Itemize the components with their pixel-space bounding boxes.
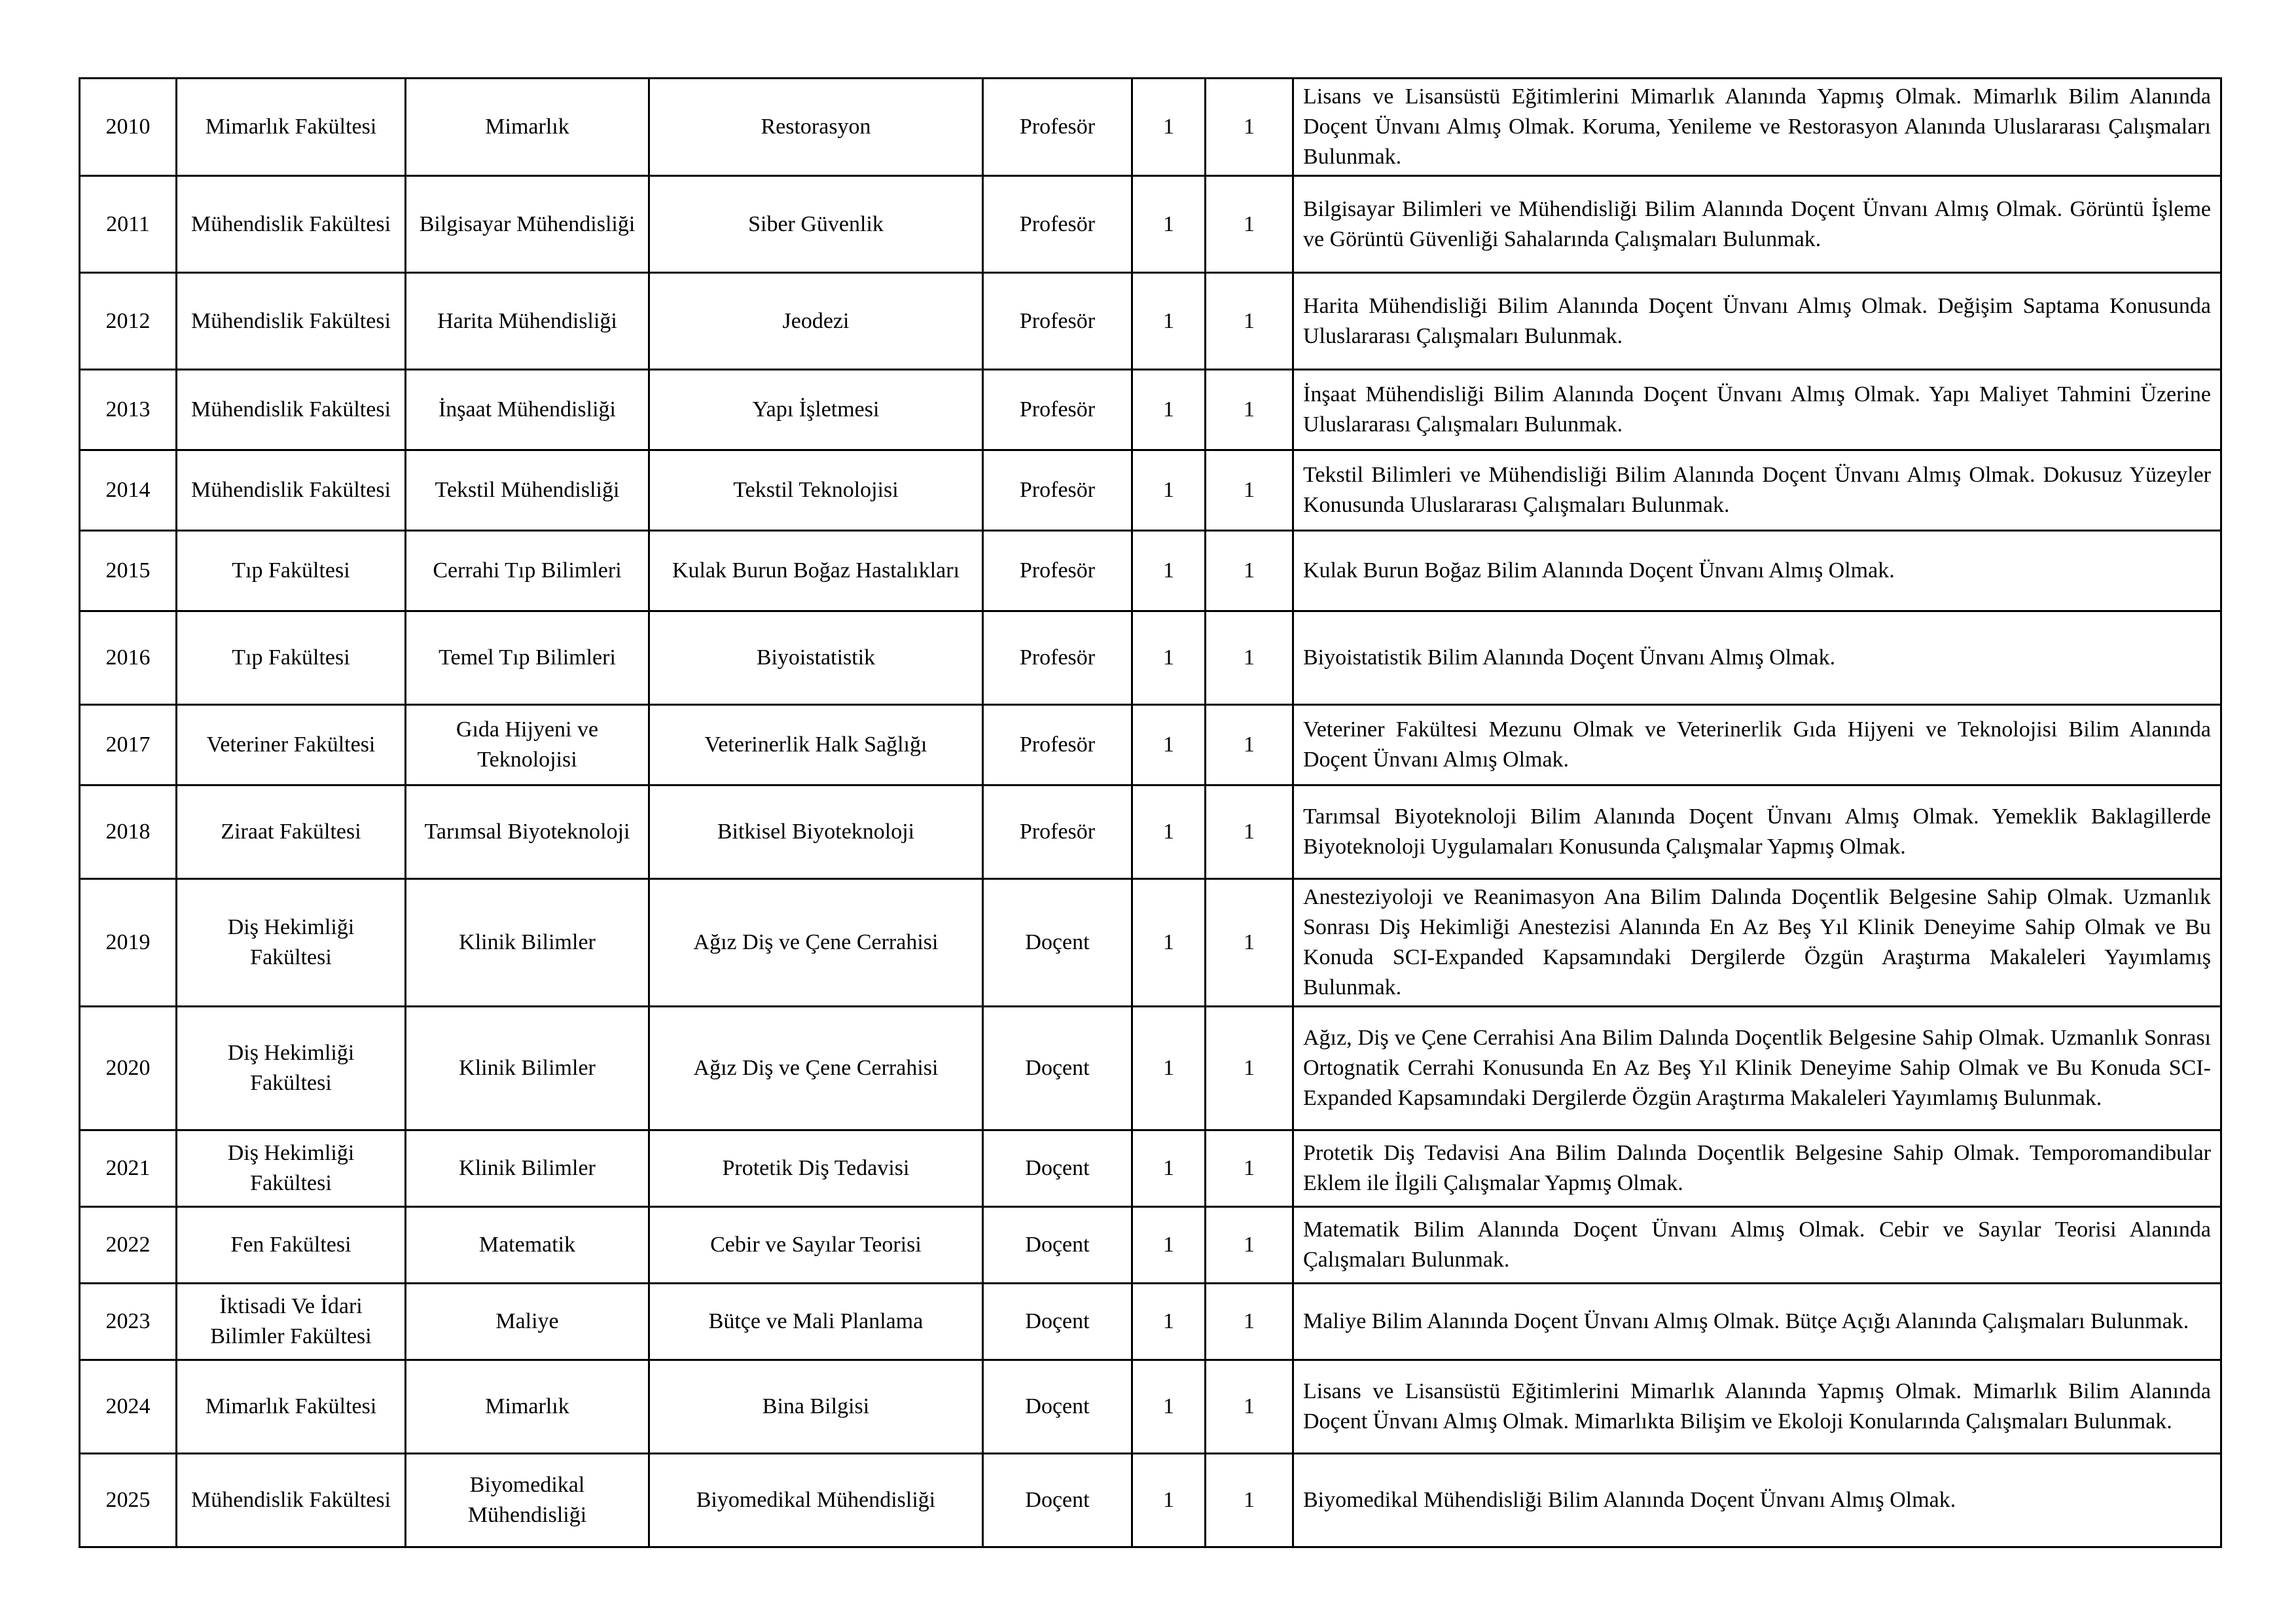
row-number: 2025 xyxy=(80,1454,177,1547)
requirements-cell: İnşaat Mühendisliği Bilim Alanında Doçent Ünvanı Almış Olmak. Yapı Maliyet Tahmini Üzerine Uluslararası Çalışmaları Bulunmak. xyxy=(1293,370,2221,450)
row-number: 2013 xyxy=(80,370,177,450)
program-cell: Cebir ve Sayılar Teorisi xyxy=(649,1207,983,1284)
requirements-cell: Tekstil Bilimleri ve Mühendisliği Bilim Alanında Doçent Ünvanı Almış Olmak. Dokusuz Yüzeyler Konusunda Uluslararası Çalışmaları Bulunmak. xyxy=(1293,450,2221,531)
row-number: 2022 xyxy=(80,1207,177,1284)
table-row xyxy=(80,1207,2221,1284)
degree-cell: 1 xyxy=(1132,531,1206,611)
requirements-cell: Anesteziyoloji ve Reanimasyon Ana Bilim Dalında Doçentlik Belgesine Sahip Olmak. Uzmanlık Sonrası Diş Hekimliği Anestezisi Alanında En Az Beş Yıl Klinik Deneyime Sahip Olmak ve Bu Konuda SCI-Expanded Kapsamındaki Dergilerde Özgün Araştırma Makaleleri Yayımlamış Bulunmak. xyxy=(1293,879,2221,1007)
department-cell: Biyomedikal Mühendisliği xyxy=(406,1454,649,1547)
requirements-cell: Lisans ve Lisansüstü Eğitimlerini Mimarlık Alanında Yapmış Olmak. Mimarlık Bilim Alanında Doçent Ünvanı Almış Olmak. Koruma, Yenileme ve Restorasyon Alanında Uluslararası Çalışmaları Bulunmak. xyxy=(1293,79,2221,176)
academic-title-cell: Doçent xyxy=(983,1130,1132,1207)
faculty-cell: Diş Hekimliği Fakültesi xyxy=(177,1130,406,1207)
academic-title-cell: Profesör xyxy=(983,531,1132,611)
table-row xyxy=(80,705,2221,785)
requirements-cell: Kulak Burun Boğaz Bilim Alanında Doçent Ünvanı Almış Olmak. xyxy=(1293,531,2221,611)
position-count-cell: 1 xyxy=(1206,1454,1293,1547)
program-cell: Ağız Diş ve Çene Cerrahisi xyxy=(649,1007,983,1130)
position-count-cell: 1 xyxy=(1206,1130,1293,1207)
row-number: 2016 xyxy=(80,611,177,705)
position-count-cell: 1 xyxy=(1206,611,1293,705)
requirements-cell: Biyomedikal Mühendisliği Bilim Alanında Doçent Ünvanı Almış Olmak. xyxy=(1293,1454,2221,1547)
table-row xyxy=(80,611,2221,705)
academic-title-cell: Profesör xyxy=(983,176,1132,273)
document-table-wrapper xyxy=(79,77,2220,1548)
program-cell: Bütçe ve Mali Planlama xyxy=(649,1284,983,1360)
requirements-cell: Veteriner Fakültesi Mezunu Olmak ve Veterinerlik Gıda Hijyeni ve Teknolojisi Bilim Alanında Doçent Ünvanı Almış Olmak. xyxy=(1293,705,2221,785)
program-cell: Biyomedikal Mühendisliği xyxy=(649,1454,983,1547)
position-count-cell: 1 xyxy=(1206,176,1293,273)
row-number: 2010 xyxy=(80,79,177,176)
degree-cell: 1 xyxy=(1132,1007,1206,1130)
degree-cell: 1 xyxy=(1132,1130,1206,1207)
academic-title-cell: Profesör xyxy=(983,785,1132,879)
requirements-cell: Harita Mühendisliği Bilim Alanında Doçent Ünvanı Almış Olmak. Değişim Saptama Konusunda Uluslararası Çalışmaları Bulunmak. xyxy=(1293,273,2221,370)
academic-title-cell: Doçent xyxy=(983,879,1132,1007)
faculty-cell: Mühendislik Fakültesi xyxy=(177,450,406,531)
academic-title-cell: Profesör xyxy=(983,79,1132,176)
department-cell: Klinik Bilimler xyxy=(406,1130,649,1207)
academic-title-cell: Doçent xyxy=(983,1007,1132,1130)
degree-cell: 1 xyxy=(1132,450,1206,531)
row-number: 2020 xyxy=(80,1007,177,1130)
row-number: 2012 xyxy=(80,273,177,370)
faculty-cell: İktisadi Ve İdari Bilimler Fakültesi xyxy=(177,1284,406,1360)
faculty-cell: Mühendislik Fakültesi xyxy=(177,1454,406,1547)
row-number: 2011 xyxy=(80,176,177,273)
program-cell: Bina Bilgisi xyxy=(649,1360,983,1454)
faculty-cell: Mühendislik Fakültesi xyxy=(177,176,406,273)
requirements-cell: Tarımsal Biyoteknoloji Bilim Alanında Doçent Ünvanı Almış Olmak. Yemeklik Baklagillerde Biyoteknoloji Uygulamaları Konusunda Çalışmalar Yapmış Olmak. xyxy=(1293,785,2221,879)
faculty-cell: Diş Hekimliği Fakültesi xyxy=(177,879,406,1007)
academic-title-cell: Profesör xyxy=(983,450,1132,531)
table-row xyxy=(80,370,2221,450)
table-row xyxy=(80,879,2221,1007)
row-number: 2015 xyxy=(80,531,177,611)
requirements-cell: Matematik Bilim Alanında Doçent Ünvanı Almış Olmak. Cebir ve Sayılar Teorisi Alanında Çalışmaları Bulunmak. xyxy=(1293,1207,2221,1284)
row-number: 2019 xyxy=(80,879,177,1007)
position-count-cell: 1 xyxy=(1206,370,1293,450)
program-cell: Kulak Burun Boğaz Hastalıkları xyxy=(649,531,983,611)
table-row xyxy=(80,1130,2221,1207)
department-cell: Klinik Bilimler xyxy=(406,879,649,1007)
department-cell: Tekstil Mühendisliği xyxy=(406,450,649,531)
table-row xyxy=(80,1454,2221,1547)
degree-cell: 1 xyxy=(1132,1360,1206,1454)
requirements-cell: Protetik Diş Tedavisi Ana Bilim Dalında Doçentlik Belgesine Sahip Olmak. Temporomandibular Eklem ile İlgili Çalışmalar Yapmış Olmak. xyxy=(1293,1130,2221,1207)
program-cell: Siber Güvenlik xyxy=(649,176,983,273)
faculty-cell: Tıp Fakültesi xyxy=(177,611,406,705)
table-row xyxy=(80,1007,2221,1130)
academic-title-cell: Profesör xyxy=(983,370,1132,450)
position-count-cell: 1 xyxy=(1206,785,1293,879)
table-row xyxy=(80,1284,2221,1360)
degree-cell: 1 xyxy=(1132,1284,1206,1360)
position-count-cell: 1 xyxy=(1206,1007,1293,1130)
department-cell: Klinik Bilimler xyxy=(406,1007,649,1130)
degree-cell: 1 xyxy=(1132,79,1206,176)
academic-title-cell: Profesör xyxy=(983,273,1132,370)
position-count-cell: 1 xyxy=(1206,450,1293,531)
degree-cell: 1 xyxy=(1132,273,1206,370)
department-cell: Temel Tıp Bilimleri xyxy=(406,611,649,705)
degree-cell: 1 xyxy=(1132,879,1206,1007)
faculty-cell: Veteriner Fakültesi xyxy=(177,705,406,785)
program-cell: Yapı İşletmesi xyxy=(649,370,983,450)
position-count-cell: 1 xyxy=(1206,879,1293,1007)
row-number: 2017 xyxy=(80,705,177,785)
position-count-cell: 1 xyxy=(1206,1284,1293,1360)
degree-cell: 1 xyxy=(1132,176,1206,273)
academic-title-cell: Doçent xyxy=(983,1207,1132,1284)
degree-cell: 1 xyxy=(1132,370,1206,450)
requirements-cell: Maliye Bilim Alanında Doçent Ünvanı Almış Olmak. Bütçe Açığı Alanında Çalışmaları Bulunmak. xyxy=(1293,1284,2221,1360)
requirements-cell: Biyoistatistik Bilim Alanında Doçent Ünvanı Almış Olmak. xyxy=(1293,611,2221,705)
requirements-cell: Ağız, Diş ve Çene Cerrahisi Ana Bilim Dalında Doçentlik Belgesine Sahip Olmak. Uzmanlık Sonrası Ortognatik Cerrahi Konusunda En Az Beş Yıl Klinik Deneyime Sahip Olmak ve Bu Konuda SCI-Expanded Kapsamındaki Dergilerde Özgün Araştırma Makaleleri Yayımlamış Bulunmak. xyxy=(1293,1007,2221,1130)
department-cell: Tarımsal Biyoteknoloji xyxy=(406,785,649,879)
faculty-cell: Fen Fakültesi xyxy=(177,1207,406,1284)
academic-title-cell: Doçent xyxy=(983,1284,1132,1360)
program-cell: Tekstil Teknolojisi xyxy=(649,450,983,531)
faculty-cell: Mühendislik Fakültesi xyxy=(177,370,406,450)
department-cell: İnşaat Mühendisliği xyxy=(406,370,649,450)
program-cell: Ağız Diş ve Çene Cerrahisi xyxy=(649,879,983,1007)
table-row xyxy=(80,176,2221,273)
department-cell: Cerrahi Tıp Bilimleri xyxy=(406,531,649,611)
table-row xyxy=(80,531,2221,611)
table-row xyxy=(80,450,2221,531)
academic-title-cell: Profesör xyxy=(983,705,1132,785)
row-number: 2018 xyxy=(80,785,177,879)
row-number: 2023 xyxy=(80,1284,177,1360)
faculty-cell: Mimarlık Fakültesi xyxy=(177,1360,406,1454)
row-number: 2021 xyxy=(80,1130,177,1207)
faculty-cell: Ziraat Fakültesi xyxy=(177,785,406,879)
faculty-cell: Mühendislik Fakültesi xyxy=(177,273,406,370)
faculty-cell: Mimarlık Fakültesi xyxy=(177,79,406,176)
program-cell: Restorasyon xyxy=(649,79,983,176)
table-row xyxy=(80,785,2221,879)
department-cell: Harita Mühendisliği xyxy=(406,273,649,370)
department-cell: Mimarlık xyxy=(406,79,649,176)
table-row xyxy=(80,79,2221,176)
row-number: 2024 xyxy=(80,1360,177,1454)
department-cell: Bilgisayar Mühendisliği xyxy=(406,176,649,273)
position-count-cell: 1 xyxy=(1206,705,1293,785)
academic-title-cell: Profesör xyxy=(983,611,1132,705)
faculty-cell: Diş Hekimliği Fakültesi xyxy=(177,1007,406,1130)
position-count-cell: 1 xyxy=(1206,1360,1293,1454)
table-body xyxy=(80,79,2221,1547)
department-cell: Matematik xyxy=(406,1207,649,1284)
program-cell: Biyoistatistik xyxy=(649,611,983,705)
academic-title-cell: Doçent xyxy=(983,1454,1132,1547)
degree-cell: 1 xyxy=(1132,705,1206,785)
program-cell: Protetik Diş Tedavisi xyxy=(649,1130,983,1207)
position-count-cell: 1 xyxy=(1206,531,1293,611)
program-cell: Jeodezi xyxy=(649,273,983,370)
requirements-cell: Lisans ve Lisansüstü Eğitimlerini Mimarlık Alanında Yapmış Olmak. Mimarlık Bilim Alanında Doçent Ünvanı Almış Olmak. Mimarlıkta Bilişim ve Ekoloji Konularında Çalışmaları Bulunmak. xyxy=(1293,1360,2221,1454)
positions-table xyxy=(79,77,2222,1548)
position-count-cell: 1 xyxy=(1206,1207,1293,1284)
program-cell: Veterinerlik Halk Sağlığı xyxy=(649,705,983,785)
academic-title-cell: Doçent xyxy=(983,1360,1132,1454)
row-number: 2014 xyxy=(80,450,177,531)
department-cell: Maliye xyxy=(406,1284,649,1360)
degree-cell: 1 xyxy=(1132,611,1206,705)
department-cell: Mimarlık xyxy=(406,1360,649,1454)
requirements-cell: Bilgisayar Bilimleri ve Mühendisliği Bilim Alanında Doçent Ünvanı Almış Olmak. Görüntü İşleme ve Görüntü Güvenliği Sahalarında Çalışmaları Bulunmak. xyxy=(1293,176,2221,273)
table-row xyxy=(80,273,2221,370)
degree-cell: 1 xyxy=(1132,785,1206,879)
program-cell: Bitkisel Biyoteknoloji xyxy=(649,785,983,879)
degree-cell: 1 xyxy=(1132,1454,1206,1547)
faculty-cell: Tıp Fakültesi xyxy=(177,531,406,611)
position-count-cell: 1 xyxy=(1206,273,1293,370)
table-row xyxy=(80,1360,2221,1454)
department-cell: Gıda Hijyeni ve Teknolojisi xyxy=(406,705,649,785)
position-count-cell: 1 xyxy=(1206,79,1293,176)
degree-cell: 1 xyxy=(1132,1207,1206,1284)
